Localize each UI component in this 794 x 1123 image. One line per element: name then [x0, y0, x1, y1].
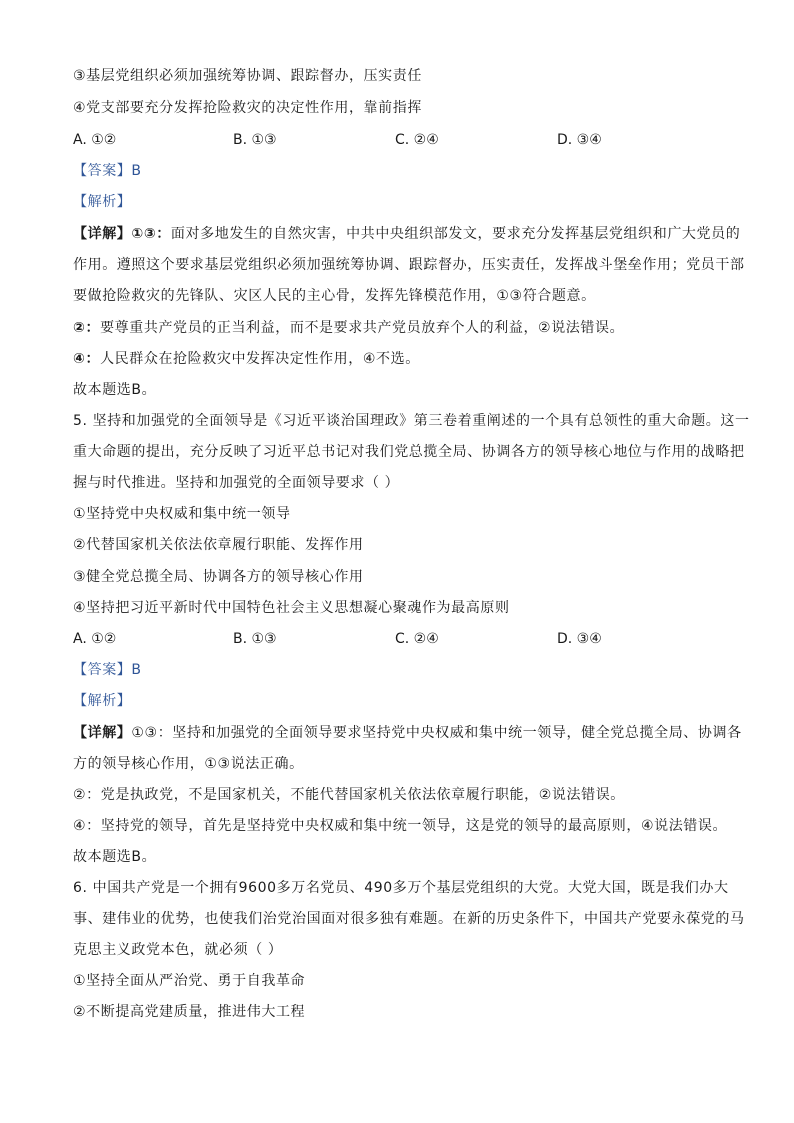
- option-statement-4: ④坚持把习近平新时代中国特色社会主义思想凝心聚魂作为最高原则: [73, 600, 510, 616]
- option-statement-3: ③基层党组织必须加强统筹协调、跟踪督办，压实责任: [73, 68, 422, 84]
- choice-c: C. ②④: [395, 132, 439, 148]
- explanation-line: 方的领导核心作用，①③说法正确。: [73, 756, 304, 772]
- analysis-label: 【解析】: [73, 693, 132, 709]
- question-5-stem: 握与时代推进。坚持和加强党的全面领导要求（ ）: [73, 475, 400, 491]
- conclusion-line: 故本题选B。: [73, 382, 157, 398]
- question-5-stem: 5. 坚持和加强党的全面领导是《习近平谈治国理政》第三卷着重阐述的一个具有总领性的重大命题。这一: [73, 413, 750, 429]
- question-5-stem: 重大命题的提出，充分反映了习近平总书记对我们党总揽全局、协调各方的领导核心地位与作用的战略把: [73, 444, 745, 460]
- option-statement-2: ②代替国家机关依法依章履行职能、发挥作用: [73, 537, 364, 553]
- option-statement-2: ②不断提高党建质量，推进伟大工程: [73, 1004, 306, 1020]
- question-6-stem: 克思主义政党本色，就必须（ ）: [73, 942, 283, 958]
- choice-d: D. ③④: [557, 631, 602, 647]
- explanation-line: 【详解】①③：坚持和加强党的全面领导要求坚持党中央权威和集中统一领导，健全党总揽全局、协调各: [73, 725, 742, 741]
- explanation-line: ④：人民群众在抢险救灾中发挥决定性作用，④不选。: [73, 351, 420, 367]
- answer-label: 【答案】B: [73, 163, 142, 179]
- option-statement-3: ③健全党总揽全局、协调各方的领导核心作用: [73, 569, 364, 585]
- question-6-stem: 6. 中国共产党是一个拥有9600多万名党员、490多万个基层党组织的大党。大党大国，既是我们办大: [73, 880, 729, 896]
- choice-c: C. ②④: [395, 631, 439, 647]
- option-statement-4: ④党支部要充分发挥抢险救灾的决定性作用，靠前指挥: [73, 100, 422, 116]
- question-6-stem: 事、建伟业的优势，也使我们治党治国面对很多独有难题。在新的历史条件下，中国共产党要永葆党的马: [73, 911, 745, 927]
- conclusion-line: 故本题选B。: [73, 849, 157, 865]
- answer-choices: [73, 629, 723, 649]
- explanation-line: ②：要尊重共产党员的正当利益，而不是要求共产党员放弃个人的利益，②说法错误。: [73, 320, 625, 336]
- choice-b: B. ①③: [233, 631, 277, 647]
- choice-a: A. ①②: [73, 132, 117, 148]
- answer-choices: [73, 130, 723, 150]
- choice-a: A. ①②: [73, 631, 117, 647]
- answer-label: 【答案】B: [73, 662, 142, 678]
- explanation-line: ④：坚持党的领导，首先是坚持党中央权威和集中统一领导，这是党的领导的最高原则，④说法错误。: [73, 818, 728, 834]
- explanation-line: 作用。遵照这个要求基层党组织必须加强统筹协调、跟踪督办，压实责任，发挥战斗堡垒作用；党员干部: [73, 257, 745, 273]
- explanation-line: ②：党是执政党，不是国家机关，不能代替国家机关依法依章履行职能，②说法错误。: [73, 787, 625, 803]
- option-statement-1: ①坚持党中央权威和集中统一领导: [73, 506, 291, 522]
- explanation-line: 【详解】①③：面对多地发生的自然灾害，中共中央组织部发文，要求充分发挥基层党组织和广大党员的: [73, 226, 741, 242]
- option-statement-1: ①坚持全面从严治党、勇于自我革命: [73, 973, 306, 989]
- choice-b: B. ①③: [233, 132, 277, 148]
- explanation-line: 要做抢险救灾的先锋队、灾区人民的主心骨，发挥先锋模范作用，①③符合题意。: [73, 288, 596, 304]
- analysis-label: 【解析】: [73, 194, 132, 210]
- choice-d: D. ③④: [557, 132, 602, 148]
